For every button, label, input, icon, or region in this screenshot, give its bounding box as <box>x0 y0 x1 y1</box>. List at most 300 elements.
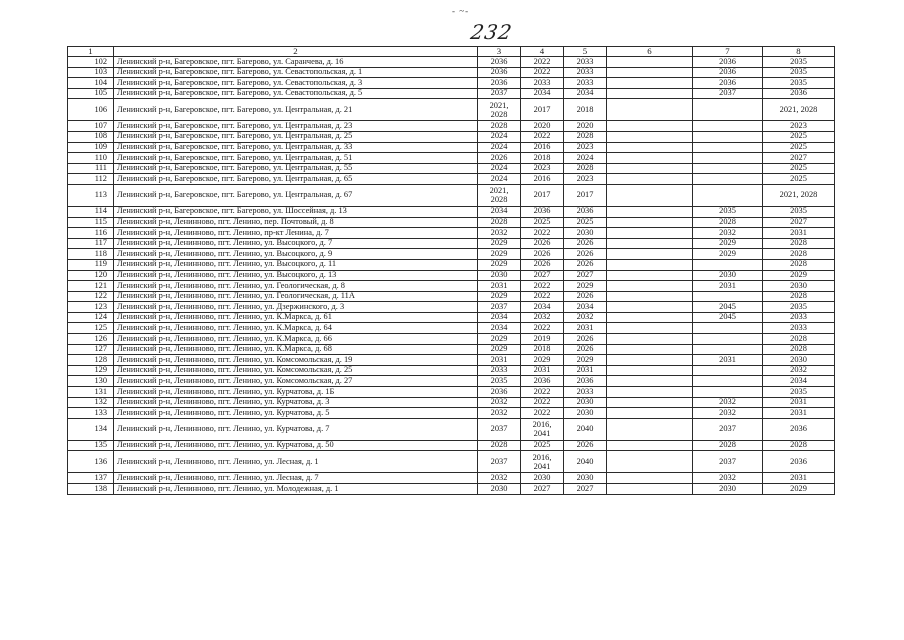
col6-cell <box>607 174 693 185</box>
table-row <box>68 131 835 142</box>
col4-cell: 2036 <box>521 206 564 217</box>
col4-cell: 2017 <box>521 99 564 121</box>
handwritten-page-number: 232 <box>468 20 515 44</box>
col8-cell: 2031 <box>763 228 835 239</box>
col4-cell: 2022 <box>521 397 564 408</box>
row-number-cell: 115 <box>68 217 114 228</box>
col7-cell <box>693 99 763 121</box>
col3-cell: 2024 <box>478 142 521 153</box>
row-number-cell: 136 <box>68 451 114 473</box>
address-cell: Ленинский р-н, Ленинново, пгт. Ленино, ул. Молодежная, д. 1 <box>114 484 478 495</box>
col8-cell: 2029 <box>763 484 835 495</box>
address-cell: Ленинский р-н, Ленинново, пгт. Ленино, ул. Комсомольская, д. 27 <box>114 376 478 387</box>
col4-cell: 2031 <box>521 365 564 376</box>
col6-cell <box>607 323 693 334</box>
col8-cell: 2028 <box>763 238 835 249</box>
col4-cell: 2032 <box>521 312 564 323</box>
col7-cell: 2037 <box>693 451 763 473</box>
col8-cell: 2035 <box>763 302 835 313</box>
col8-cell: 2028 <box>763 249 835 260</box>
col3-cell: 2024 <box>478 131 521 142</box>
col7-cell <box>693 334 763 345</box>
col6-cell <box>607 184 693 206</box>
col6-cell <box>607 344 693 355</box>
table-header-row <box>68 47 835 57</box>
row-number-cell: 104 <box>68 78 114 89</box>
col8-cell: 2032 <box>763 365 835 376</box>
col8-cell: 2028 <box>763 259 835 270</box>
col6-cell <box>607 484 693 495</box>
row-number-cell: 131 <box>68 387 114 398</box>
address-cell: Ленинский р-н, Ленинново, пгт. Ленино, пр-кт Ленина, д. 7 <box>114 228 478 239</box>
col6-cell <box>607 259 693 270</box>
col7-cell: 2036 <box>693 67 763 78</box>
table-row <box>68 57 835 68</box>
col6-cell <box>607 397 693 408</box>
col4-line-2: 2041 <box>533 429 551 439</box>
table-row <box>68 451 835 473</box>
col8-cell: 2036 <box>763 418 835 440</box>
table-row <box>68 302 835 313</box>
col5-cell: 2026 <box>564 238 607 249</box>
col8-cell: 2035 <box>763 387 835 398</box>
address-cell: Ленинский р-н, Ленинново, пгт. Ленино, ул. Курчатова, д. 1Б <box>114 387 478 398</box>
col5-cell: 2030 <box>564 228 607 239</box>
table-row <box>68 259 835 270</box>
col3-cell: 2031 <box>478 281 521 292</box>
column-header-5: 5 <box>564 47 607 57</box>
col3-cell <box>478 184 521 206</box>
address-cell: Ленинский р-н, Ленинново, пгт. Ленино, пер. Почтовый, д. 8 <box>114 217 478 228</box>
row-number-cell: 134 <box>68 418 114 440</box>
col7-cell: 2028 <box>693 440 763 451</box>
col7-cell: 2036 <box>693 78 763 89</box>
table-row <box>68 376 835 387</box>
col8-cell: 2027 <box>763 217 835 228</box>
col5-cell: 2023 <box>564 142 607 153</box>
address-cell: Ленинский р-н, Ленинново, пгт. Ленино, ул. Высоцкого, д. 11 <box>114 259 478 270</box>
table-row <box>68 228 835 239</box>
col4-cell: 2026 <box>521 238 564 249</box>
address-cell: Ленинский р-н, Багеровское, пгт. Багерово, ул. Центральная, д. 55 <box>114 163 478 174</box>
col4-cell: 2023 <box>521 163 564 174</box>
col4-line-1: 2016, <box>532 420 552 430</box>
col5-cell: 2033 <box>564 67 607 78</box>
col4-cell: 2022 <box>521 67 564 78</box>
col4-cell: 2022 <box>521 408 564 419</box>
col5-cell: 2036 <box>564 376 607 387</box>
col3-cell: 2028 <box>478 217 521 228</box>
col7-cell <box>693 376 763 387</box>
col6-cell <box>607 451 693 473</box>
col5-cell: 2026 <box>564 334 607 345</box>
col7-cell: 2032 <box>693 473 763 484</box>
col5-cell: 2040 <box>564 418 607 440</box>
col3-cell: 2037 <box>478 451 521 473</box>
address-cell: Ленинский р-н, Багеровское, пгт. Багерово, ул. Центральная, д. 23 <box>114 121 478 132</box>
col4-cell: 2034 <box>521 302 564 313</box>
col8-cell: 2030 <box>763 355 835 366</box>
col4-line-1: 2016, <box>532 452 552 462</box>
address-cell: Ленинский р-н, Ленинново, пгт. Ленино, ул. К.Маркса, д. 64 <box>114 323 478 334</box>
col8-cell: 2029 <box>763 270 835 281</box>
col3-cell: 2033 <box>478 365 521 376</box>
table-row <box>68 99 835 121</box>
col6-cell <box>607 228 693 239</box>
col5-cell: 2036 <box>564 206 607 217</box>
row-number-cell: 103 <box>68 67 114 78</box>
row-number-cell: 122 <box>68 291 114 302</box>
table-row <box>68 440 835 451</box>
col4-cell: 2030 <box>521 473 564 484</box>
table-row <box>68 153 835 164</box>
col3-cell: 2024 <box>478 174 521 185</box>
table-row <box>68 174 835 185</box>
table-row <box>68 397 835 408</box>
table-row <box>68 270 835 281</box>
col8-cell: 2031 <box>763 473 835 484</box>
col3-cell: 2034 <box>478 206 521 217</box>
col3-cell: 2037 <box>478 88 521 99</box>
col6-cell <box>607 153 693 164</box>
col8-cell: 2036 <box>763 451 835 473</box>
row-number-cell: 135 <box>68 440 114 451</box>
row-number-cell: 121 <box>68 281 114 292</box>
col4-cell: 2025 <box>521 217 564 228</box>
col5-cell: 2026 <box>564 259 607 270</box>
col3-cell: 2030 <box>478 484 521 495</box>
col6-cell <box>607 142 693 153</box>
table-row <box>68 473 835 484</box>
col6-cell <box>607 312 693 323</box>
address-cell: Ленинский р-н, Ленинново, пгт. Ленино, ул. Лесная, д. 1 <box>114 451 478 473</box>
col4-cell: 2029 <box>521 355 564 366</box>
column-header-3: 3 <box>478 47 521 57</box>
col8-cell: 2025 <box>763 174 835 185</box>
col6-cell <box>607 376 693 387</box>
col3-cell: 2029 <box>478 344 521 355</box>
col6-cell <box>607 217 693 228</box>
col3-cell: 2029 <box>478 238 521 249</box>
row-number-cell: 108 <box>68 131 114 142</box>
col4-cell: 2022 <box>521 323 564 334</box>
col7-cell: 2029 <box>693 249 763 260</box>
col3-cell: 2029 <box>478 291 521 302</box>
col7-cell: 2036 <box>693 57 763 68</box>
col6-cell <box>607 302 693 313</box>
col7-cell <box>693 163 763 174</box>
column-header-6: 6 <box>607 47 693 57</box>
col7-cell <box>693 184 763 206</box>
row-number-cell: 109 <box>68 142 114 153</box>
row-number-cell: 133 <box>68 408 114 419</box>
col4-cell: 2025 <box>521 440 564 451</box>
col3-cell: 2037 <box>478 418 521 440</box>
col7-cell <box>693 121 763 132</box>
address-cell: Ленинский р-н, Ленинново, пгт. Ленино, ул. Геологическая, д. 11А <box>114 291 478 302</box>
col3-cell: 2032 <box>478 473 521 484</box>
row-number-cell: 106 <box>68 99 114 121</box>
col4-cell: 2026 <box>521 249 564 260</box>
col5-cell: 2030 <box>564 408 607 419</box>
col8-cell: 2021, 2028 <box>763 99 835 121</box>
table-row <box>68 323 835 334</box>
col8-cell: 2025 <box>763 142 835 153</box>
col4-cell: 2020 <box>521 121 564 132</box>
col3-cell: 2036 <box>478 67 521 78</box>
col7-cell: 2037 <box>693 88 763 99</box>
col6-cell <box>607 163 693 174</box>
col4-cell: 2033 <box>521 78 564 89</box>
col8-cell: 2030 <box>763 281 835 292</box>
row-number-cell: 112 <box>68 174 114 185</box>
address-cell: Ленинский р-н, Ленинново, пгт. Ленино, ул. Курчатова, д. 7 <box>114 418 478 440</box>
col3-cell: 2026 <box>478 153 521 164</box>
col3-line-1: 2021, <box>489 100 509 110</box>
row-number-cell: 123 <box>68 302 114 313</box>
row-number-cell: 119 <box>68 259 114 270</box>
table-row <box>68 365 835 376</box>
address-cell: Ленинский р-н, Ленинново, пгт. Ленино, ул. Курчатова, д. 5 <box>114 408 478 419</box>
row-number-cell: 130 <box>68 376 114 387</box>
column-header-8: 8 <box>763 47 835 57</box>
col7-cell: 2032 <box>693 228 763 239</box>
row-number-cell: 113 <box>68 184 114 206</box>
row-number-cell: 116 <box>68 228 114 239</box>
table-row <box>68 206 835 217</box>
col7-cell: 2028 <box>693 217 763 228</box>
col3-cell: 2036 <box>478 57 521 68</box>
col7-cell: 2045 <box>693 302 763 313</box>
col8-cell: 2036 <box>763 88 835 99</box>
col3-cell: 2036 <box>478 78 521 89</box>
col8-cell: 2033 <box>763 312 835 323</box>
table-row <box>68 121 835 132</box>
col5-cell: 2032 <box>564 312 607 323</box>
col3-cell: 2037 <box>478 302 521 313</box>
col7-cell <box>693 174 763 185</box>
col5-cell: 2040 <box>564 451 607 473</box>
col8-cell: 2025 <box>763 131 835 142</box>
col4-cell: 2022 <box>521 57 564 68</box>
col5-cell: 2026 <box>564 291 607 302</box>
col6-cell <box>607 291 693 302</box>
col4-cell: 2022 <box>521 291 564 302</box>
table-row <box>68 484 835 495</box>
row-number-cell: 127 <box>68 344 114 355</box>
table-row <box>68 387 835 398</box>
col7-cell <box>693 131 763 142</box>
row-number-cell: 114 <box>68 206 114 217</box>
address-cell: Ленинский р-н, Багеровское, пгт. Багерово, ул. Центральная, д. 65 <box>114 174 478 185</box>
col7-cell <box>693 323 763 334</box>
address-cell: Ленинский р-н, Ленинново, пгт. Ленино, ул. К.Маркса, д. 68 <box>114 344 478 355</box>
table-body <box>68 57 835 495</box>
col5-cell: 2018 <box>564 99 607 121</box>
address-cell: Ленинский р-н, Багеровское, пгт. Багерово, ул. Центральная, д. 67 <box>114 184 478 206</box>
col5-cell: 2028 <box>564 163 607 174</box>
col7-cell: 2031 <box>693 355 763 366</box>
column-header-2: 2 <box>114 47 478 57</box>
col4-cell <box>521 451 564 473</box>
col4-cell: 2027 <box>521 270 564 281</box>
col7-cell <box>693 153 763 164</box>
col5-cell: 2031 <box>564 323 607 334</box>
col7-cell: 2030 <box>693 270 763 281</box>
table-row <box>68 418 835 440</box>
col6-cell <box>607 78 693 89</box>
col6-cell <box>607 418 693 440</box>
row-number-cell: 126 <box>68 334 114 345</box>
col3-cell: 2036 <box>478 387 521 398</box>
address-cell: Ленинский р-н, Багеровское, пгт. Багерово, ул. Центральная, д. 51 <box>114 153 478 164</box>
col8-cell: 2028 <box>763 334 835 345</box>
address-cell: Ленинский р-н, Багеровское, пгт. Багерово, ул. Севастопольская, д. 3 <box>114 78 478 89</box>
col6-cell <box>607 57 693 68</box>
address-cell: Ленинский р-н, Ленинново, пгт. Ленино, ул. Комсомольская, д. 25 <box>114 365 478 376</box>
col5-cell: 2034 <box>564 302 607 313</box>
table-row <box>68 78 835 89</box>
table-row <box>68 184 835 206</box>
col5-cell: 2030 <box>564 397 607 408</box>
address-cell: Ленинский р-н, Багеровское, пгт. Багерово, ул. Шоссейная, д. 13 <box>114 206 478 217</box>
col5-cell: 2026 <box>564 249 607 260</box>
col8-cell: 2028 <box>763 291 835 302</box>
col8-cell: 2023 <box>763 121 835 132</box>
col6-cell <box>607 88 693 99</box>
col6-cell <box>607 334 693 345</box>
table-row <box>68 67 835 78</box>
column-header-4: 4 <box>521 47 564 57</box>
col4-cell: 2018 <box>521 153 564 164</box>
col4-cell <box>521 418 564 440</box>
table-row <box>68 344 835 355</box>
col8-cell: 2033 <box>763 323 835 334</box>
col4-cell: 2019 <box>521 334 564 345</box>
col6-cell <box>607 238 693 249</box>
col4-cell: 2034 <box>521 88 564 99</box>
address-cell: Ленинский р-н, Багеровское, пгт. Багерово, ул. Саранчева, д. 16 <box>114 57 478 68</box>
column-header-7: 7 <box>693 47 763 57</box>
col3-line-1: 2021, <box>489 186 509 196</box>
col6-cell <box>607 355 693 366</box>
address-cell: Ленинский р-н, Ленинново, пгт. Ленино, ул. Дзержинского, д. 3 <box>114 302 478 313</box>
address-cell: Ленинский р-н, Багеровское, пгт. Багерово, ул. Центральная, д. 25 <box>114 131 478 142</box>
col7-cell: 2045 <box>693 312 763 323</box>
address-cell: Ленинский р-н, Ленинново, пгт. Ленино, ул. Лесная, д. 7 <box>114 473 478 484</box>
col6-cell <box>607 281 693 292</box>
col5-cell: 2033 <box>564 78 607 89</box>
col5-cell: 2033 <box>564 57 607 68</box>
address-cell: Ленинский р-н, Ленинново, пгт. Ленино, ул. Высоцкого, д. 7 <box>114 238 478 249</box>
col4-line-2: 2041 <box>533 461 551 471</box>
col4-cell: 2016 <box>521 174 564 185</box>
row-number-cell: 117 <box>68 238 114 249</box>
col8-cell: 2035 <box>763 78 835 89</box>
col6-cell <box>607 270 693 281</box>
col4-cell: 2017 <box>521 184 564 206</box>
col3-cell: 2032 <box>478 228 521 239</box>
col3-cell: 2024 <box>478 163 521 174</box>
col6-cell <box>607 206 693 217</box>
col5-cell: 2027 <box>564 484 607 495</box>
row-number-cell: 128 <box>68 355 114 366</box>
col5-cell: 2027 <box>564 270 607 281</box>
col4-cell: 2018 <box>521 344 564 355</box>
col4-cell: 2027 <box>521 484 564 495</box>
col3-cell: 2029 <box>478 249 521 260</box>
col3-cell: 2030 <box>478 270 521 281</box>
table-row <box>68 281 835 292</box>
col8-cell: 2031 <box>763 397 835 408</box>
col7-cell <box>693 344 763 355</box>
address-cell: Ленинский р-н, Ленинново, пгт. Ленино, ул. Геологическая, д. 8 <box>114 281 478 292</box>
col5-cell: 2029 <box>564 355 607 366</box>
table-row <box>68 355 835 366</box>
col5-cell: 2033 <box>564 387 607 398</box>
col4-cell: 2022 <box>521 281 564 292</box>
col3-cell: 2028 <box>478 440 521 451</box>
col3-cell <box>478 99 521 121</box>
col7-cell: 2037 <box>693 418 763 440</box>
col7-cell <box>693 259 763 270</box>
col3-cell: 2029 <box>478 334 521 345</box>
col6-cell <box>607 440 693 451</box>
col7-cell: 2035 <box>693 206 763 217</box>
housing-schedule-table <box>67 46 835 495</box>
col3-cell: 2028 <box>478 121 521 132</box>
col5-cell: 2029 <box>564 281 607 292</box>
table-row <box>68 217 835 228</box>
col5-cell: 2017 <box>564 184 607 206</box>
row-number-cell: 125 <box>68 323 114 334</box>
col8-cell: 2035 <box>763 57 835 68</box>
col8-cell: 2034 <box>763 376 835 387</box>
col8-cell: 2031 <box>763 408 835 419</box>
col8-cell: 2035 <box>763 206 835 217</box>
col3-cell: 2034 <box>478 323 521 334</box>
row-number-cell: 110 <box>68 153 114 164</box>
col5-cell: 2026 <box>564 344 607 355</box>
row-number-cell: 132 <box>68 397 114 408</box>
col6-cell <box>607 249 693 260</box>
col3-cell: 2029 <box>478 259 521 270</box>
table-row <box>68 163 835 174</box>
col3-cell: 2034 <box>478 312 521 323</box>
top-pen-mark: - ~- <box>452 6 470 16</box>
table-row <box>68 249 835 260</box>
col8-cell: 2021, 2028 <box>763 184 835 206</box>
col8-cell: 2028 <box>763 440 835 451</box>
row-number-cell: 137 <box>68 473 114 484</box>
table-row <box>68 334 835 345</box>
col4-cell: 2036 <box>521 376 564 387</box>
col3-cell: 2032 <box>478 397 521 408</box>
address-cell: Ленинский р-н, Ленинново, пгт. Ленино, ул. Комсомольская, д. 19 <box>114 355 478 366</box>
col6-cell <box>607 365 693 376</box>
row-number-cell: 118 <box>68 249 114 260</box>
address-cell: Ленинский р-н, Багеровское, пгт. Багерово, ул. Севастопольская, д. 5 <box>114 88 478 99</box>
col6-cell <box>607 67 693 78</box>
col7-cell: 2032 <box>693 408 763 419</box>
row-number-cell: 105 <box>68 88 114 99</box>
table-row <box>68 312 835 323</box>
address-cell: Ленинский р-н, Багеровское, пгт. Багерово, ул. Центральная, д. 33 <box>114 142 478 153</box>
table-row <box>68 142 835 153</box>
table-row <box>68 291 835 302</box>
col7-cell: 2029 <box>693 238 763 249</box>
row-number-cell: 107 <box>68 121 114 132</box>
